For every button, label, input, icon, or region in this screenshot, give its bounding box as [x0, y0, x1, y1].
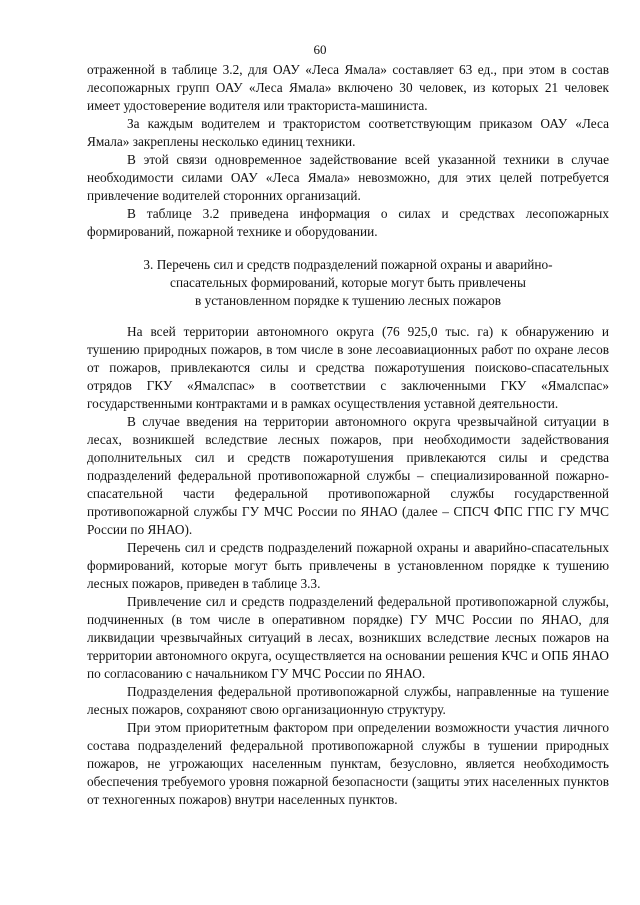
page-number: 60 — [313, 42, 327, 57]
paragraph: Привлечение сил и средств подразделений федеральной противопожарной службы, подчиненных (в том числе в оперативном порядке) ГУ МЧС России по ЯНАО, для ликвидации чрезвычайных ситуаций в лесах, возникших вследствие лесных пожаров на территории автономного округа, осуществляется на основании решения КЧС и ОПБ ЯНАО по согласованию с начальником ГУ МЧС России по ЯНАО. — [87, 594, 609, 681]
text-block-top — [87, 61, 609, 241]
section-heading-line: спасательных формирований, которые могут быть привлечены — [170, 275, 526, 290]
paragraph: Перечень сил и средств подразделений пожарной охраны и аварийно-спасательных формирований, которые могут быть привлечены в установленном порядке к тушению лесных пожаров, приведен в таблице 3.3. — [87, 540, 609, 591]
paragraph: В таблице 3.2 приведена информация о силах и средствах лесопожарных формирований, пожарной технике и оборудовании. — [87, 206, 609, 239]
paragraph: На всей территории автономного округа (76 925,0 тыс. га) к обнаружению и тушению природных пожаров, в том числе в зоне лесоавиационных работ по охране лесов от пожаров, привлекаются силы и средства пожаротушения поисково-спасательных отрядов ГКУ «Ямалспас» в соответствии с заключенными ГКУ «Ямалспас» государственными контрактами и в рамках осуществления уставной деятельности. — [87, 324, 609, 411]
paragraph: В случае введения на территории автономного округа чрезвычайной ситуации в лесах, возникшей вследствие лесных пожаров, при необходимости задействования дополнительных сил и средств пожаротушения привлекаются силы и средства подразделений федеральной противопожарной службы – специализированной пожарно-спасательной части федеральной противопожарной службы государственной противопожарной службы ГУ МЧС России по ЯНАО (далее – СПСЧ ФПС ГПС ГУ МЧС России по ЯНАО). — [87, 414, 609, 537]
section-heading-line: 3. Перечень сил и средств подразделений пожарной охраны и аварийно- — [143, 257, 553, 272]
paragraph: отраженной в таблице 3.2, для ОАУ «Леса Ямала» составляет 63 ед., при этом в состав лесопожарных групп ОАУ «Леса Ямала» включено 30 человек, из которых 21 человек имеет удостоверение водителя или тракториста-машиниста. — [87, 62, 609, 113]
paragraph: За каждым водителем и трактористом соответствующим приказом ОАУ «Леса Ямала» закреплены несколько единиц техники. — [87, 116, 609, 149]
paragraph: Подразделения федеральной противопожарной службы, направленные на тушение лесных пожаров, сохраняют свою организационную структуру. — [87, 684, 609, 717]
paragraph: В этой связи одновременное задействование всей указанной техники в случае необходимости силами ОАУ «Леса Ямала» невозможно, для этих целей потребуется привлечение водителей сторонних организаций. — [87, 152, 609, 203]
text-block-bottom — [87, 323, 609, 809]
section-heading — [87, 256, 609, 310]
section-heading-line: в установленном порядке к тушению лесных пожаров — [194, 293, 502, 308]
paragraph: При этом приоритетным фактором при определении возможности участия личного состава подразделений федеральной противопожарной службы в тушении природных пожаров, не угрожающих населенным пунктам, безусловно, является необходимость обеспечения требуемого уровня пожарной безопасности (защиты этих населенных пунктов от техногенных пожаров) внутри населенных пунктов. — [87, 720, 609, 807]
